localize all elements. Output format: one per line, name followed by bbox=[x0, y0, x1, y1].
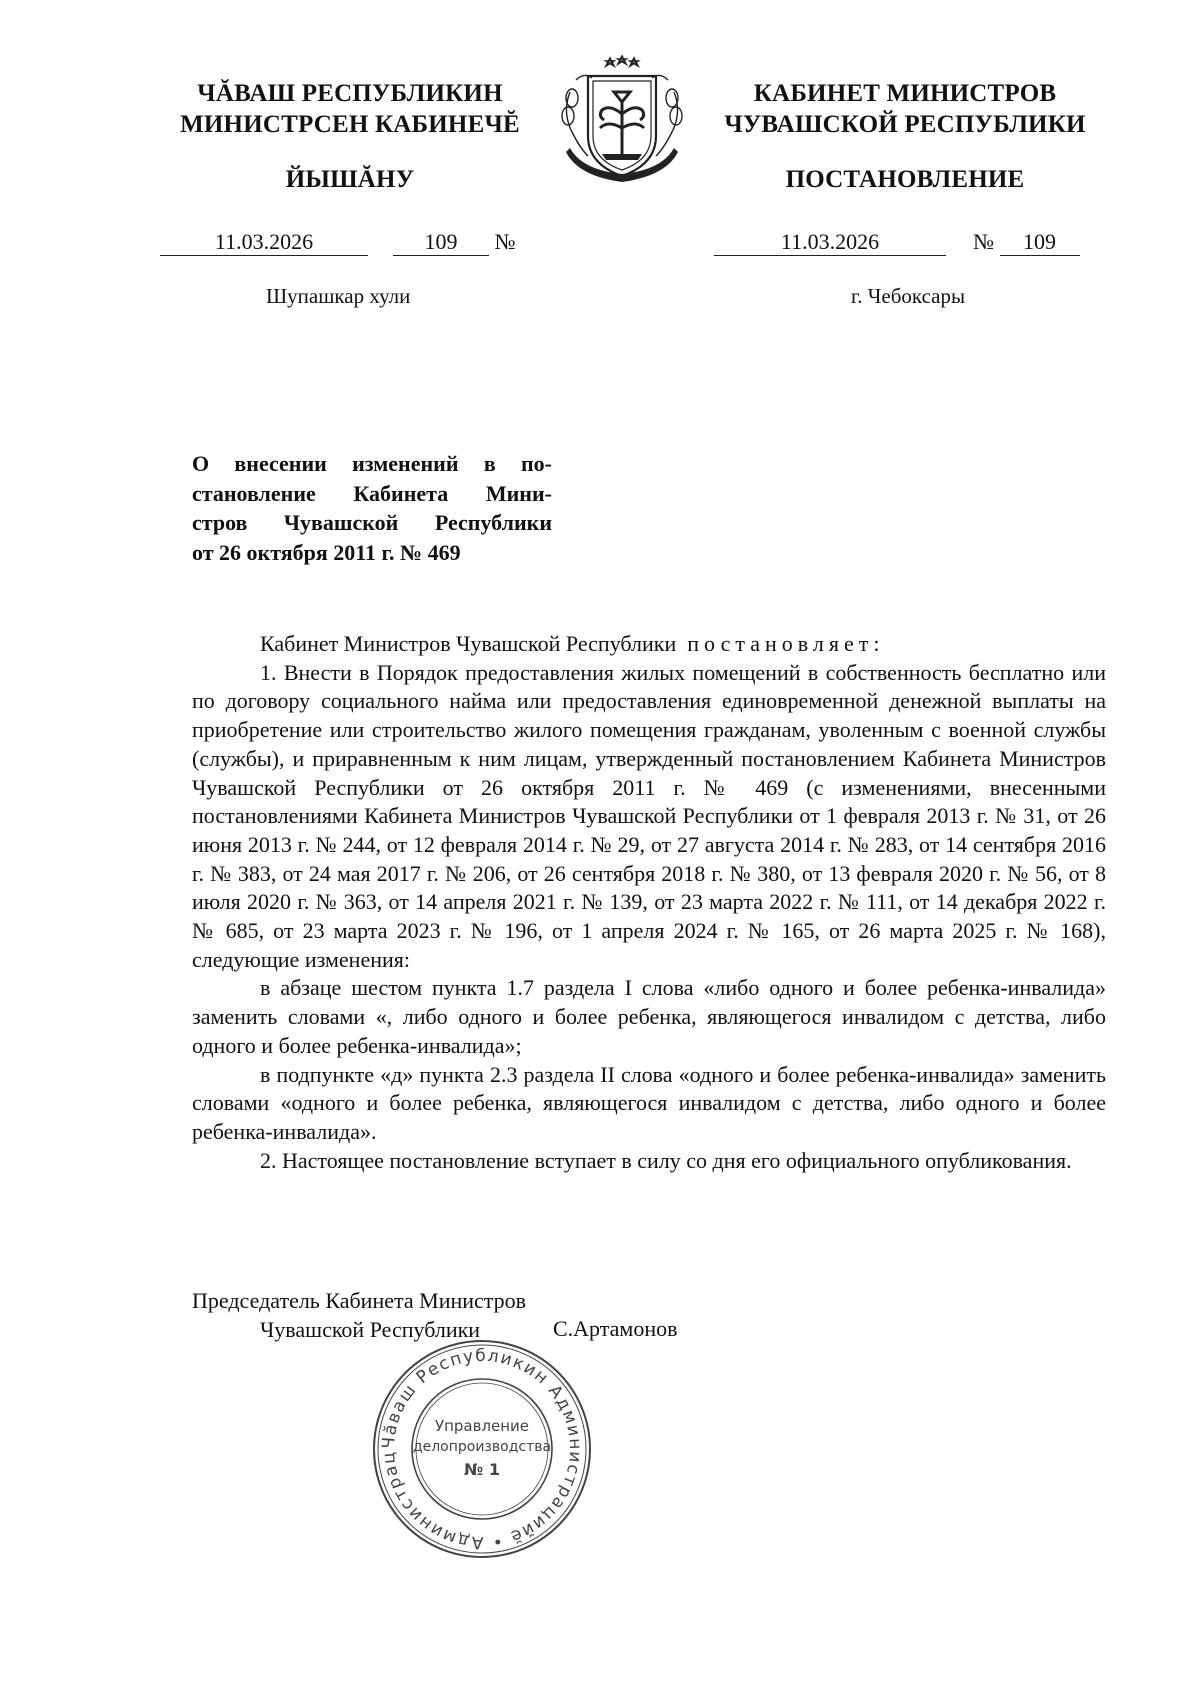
intro-paragraph bbox=[192, 630, 1106, 659]
document-subject bbox=[192, 449, 552, 567]
header-right-line1: КАБИНЕТ МИНИСТРОВ bbox=[753, 80, 1057, 107]
subject-line: от 26 октября 2011 г. № 469 bbox=[192, 539, 461, 565]
body-paragraph: в подпункте «д» пункта 2.3 раздела II слова «одного и более ребенка-инвалида» заменить словами «одного и более ребенка, являющегося инвалидом с детства, либо одного и более ребенка-инвалида». bbox=[192, 1061, 1106, 1144]
signer-name: С.Артамонов bbox=[553, 1316, 678, 1341]
number-sign-right: № bbox=[973, 229, 994, 254]
registration-left bbox=[160, 229, 516, 256]
subject-line: стров Чувашской Республики bbox=[192, 510, 552, 535]
stamp-ring-text: Чăваш Республикин Администрацийĕ • Администрац bbox=[378, 1345, 586, 1553]
header-left-line2: МИНИСТРСЕН КАБИНЕЧĔ bbox=[180, 111, 520, 138]
header-right-line2: ЧУВАШСКОЙ РЕСПУБЛИКИ bbox=[724, 111, 1086, 138]
header-right-authority bbox=[705, 78, 1105, 140]
body-paragraph: 2. Настоящее постановление вступает в силу со дня его официального опубликования. bbox=[260, 1147, 1072, 1173]
number-sign-left: № bbox=[494, 229, 516, 254]
stamp-center-line1: Управление bbox=[434, 1417, 530, 1435]
registration-date-left: 11.03.2026 bbox=[160, 229, 368, 256]
intro-text: Кабинет Министров Чувашской Республики bbox=[260, 631, 677, 656]
place-right: г. Чебоксары bbox=[851, 284, 966, 308]
signer-position-line2: Чувашской Республики bbox=[260, 1316, 481, 1342]
header-left-authority bbox=[150, 78, 550, 140]
official-stamp bbox=[368, 1335, 596, 1563]
subject-line: О внесении изменений в по- bbox=[192, 451, 552, 476]
registration-date-right: 11.03.2026 bbox=[714, 229, 946, 256]
stamp-center-line3: № 1 bbox=[464, 1460, 500, 1479]
chuvash-coat-of-arms-icon bbox=[558, 52, 686, 188]
body-paragraph: в абзаце шестом пункта 1.7 раздела I слова «либо одного и более ребенка-инвалида» заменить словами «, либо одного и более ребенка, являющегося инвалидом с детства, либо одного и более ребенка-инвалида»; bbox=[192, 975, 1106, 1058]
intro-verb: постановляет: bbox=[687, 631, 885, 656]
signer-position-line1: Председатель Кабинета Министров bbox=[192, 1288, 527, 1313]
body-paragraph: 1. Внести в Порядок предоставления жилых помещений в собственность бесплатно или по договору социального найма или предоставления единовременной денежной выплаты на приобретение или строительство жилого помещения гражданам, уволенным с военной службы (службы), и приравненным к ним лицам, утвержденный постановлением Кабинета Министров Чувашской Республики от 26 октября 2011 г. № 469 (с изменениями, внесенными постановлениями Кабинета Министров Чувашской Республики от 1 февраля 2013 г. № 31, от 26 июня 2013 г. № 244, от 12 февраля 2014 г. № 29, от 27 августа 2014 г. № 283, от 14 сентября 2016 г. № 383, от 24 мая 2017 г. № 206, от 26 сентября 2018 г. № 380, от 13 февраля 2020 г. № 56, от 8 июля 2020 г. № 363, от 14 апреля 2021 г. № 139, от 23 марта 2022 г. № 111, от 14 декабря 2022 г. № 685, от 23 марта 2023 г. № 196, от 1 апреля 2024 г. № 165, от 26 марта 2025 г. № 168), следующие изменения: bbox=[192, 659, 1106, 972]
registration-number-right: 109 bbox=[1000, 229, 1080, 256]
header-left-line1: ЧĂВАШ РЕСПУБЛИКИН bbox=[197, 80, 503, 107]
registration-right bbox=[714, 229, 1080, 256]
doc-type-left: ЙЫШĂНУ bbox=[285, 166, 415, 193]
stamp-center-line2: делопроизводства bbox=[412, 1439, 552, 1455]
place-left: Шупашкар хули bbox=[266, 284, 411, 308]
document-body bbox=[192, 630, 1106, 1175]
subject-line: становление Кабинета Мини- bbox=[192, 480, 552, 506]
doc-type-right: ПОСТАНОВЛЕНИЕ bbox=[785, 166, 1025, 193]
registration-number-left: 109 bbox=[393, 229, 489, 256]
